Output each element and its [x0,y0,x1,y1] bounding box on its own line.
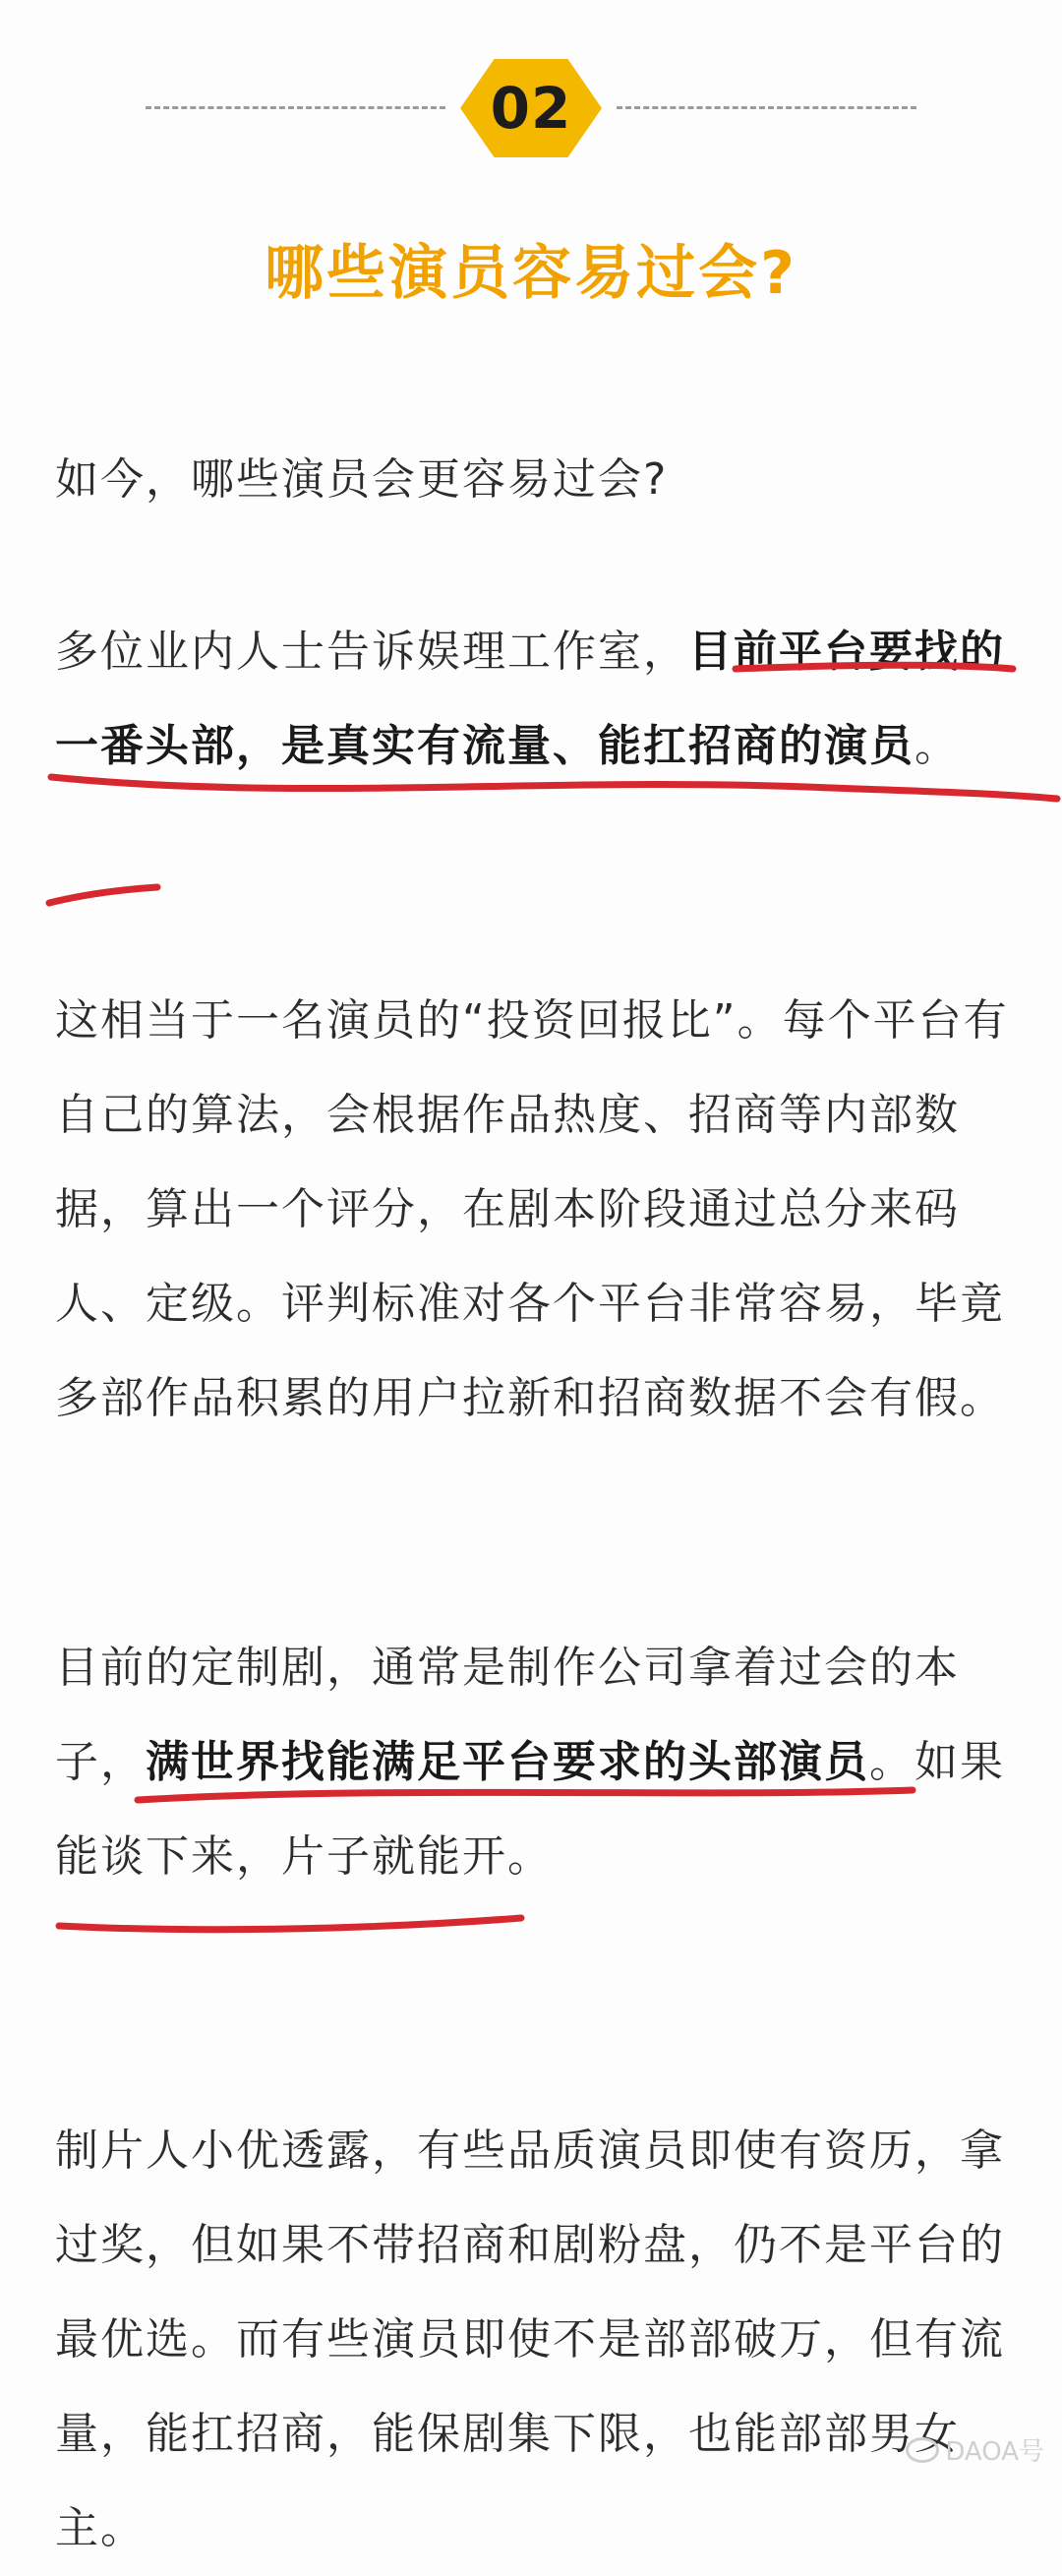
section-number: 02 [490,75,572,142]
paragraph-text: 目前的定制剧，通常是制作公司拿着过会的本子， [55,1643,960,1787]
paragraph-text: 。如果能谈下来，片子就能开。 [55,1737,1005,1882]
paragraph-insiders [55,605,1009,794]
red-underline-5 [59,1918,521,1930]
section-heading: 哪些演员容易过会? [265,239,797,308]
weibo-icon [906,2437,939,2463]
section-header [0,51,1062,169]
dashed-divider-left [146,106,445,109]
paragraph-custom-drama [55,1621,1009,1904]
highlighted-text: 满世界找能满足平台要求的头部演员 [146,1737,869,1787]
paragraph-text: 多位业内人士告诉娱理工作室， [55,627,688,677]
paragraph-roi: 这相当于一名演员的“投资回报比”。每个平台有自己的算法，会根据作品热度、招商等内部数据，算出一个评分，在剧本阶段通过总分来码人、定级。评判标准对各个平台非常容易，毕竟多部作品积累的用户拉新和招商数据不会有假。 [55,995,1009,1423]
paragraph-intro: 如今，哪些演员会更容易过会? [55,454,669,505]
paragraph-producer: 制片人小优透露，有些品质演员即使有资历，拿过奖，但如果不带招商和剧粉盘，仍不是平台的最优选。而有些演员即使不是部部破万，但有流量，能扛招商，能保剧集下限，也能部部男女主。 [55,2126,1005,2553]
paragraph-text: 。 [914,721,960,771]
red-underline-3 [49,887,157,903]
watermark [906,2431,1044,2468]
dashed-divider-right [617,106,916,109]
highlighted-text: 目前平台要找的一番头部，是真实有流量、能扛招商的演员 [55,627,1005,771]
watermark-text: DAOA号 [945,2437,1044,2467]
